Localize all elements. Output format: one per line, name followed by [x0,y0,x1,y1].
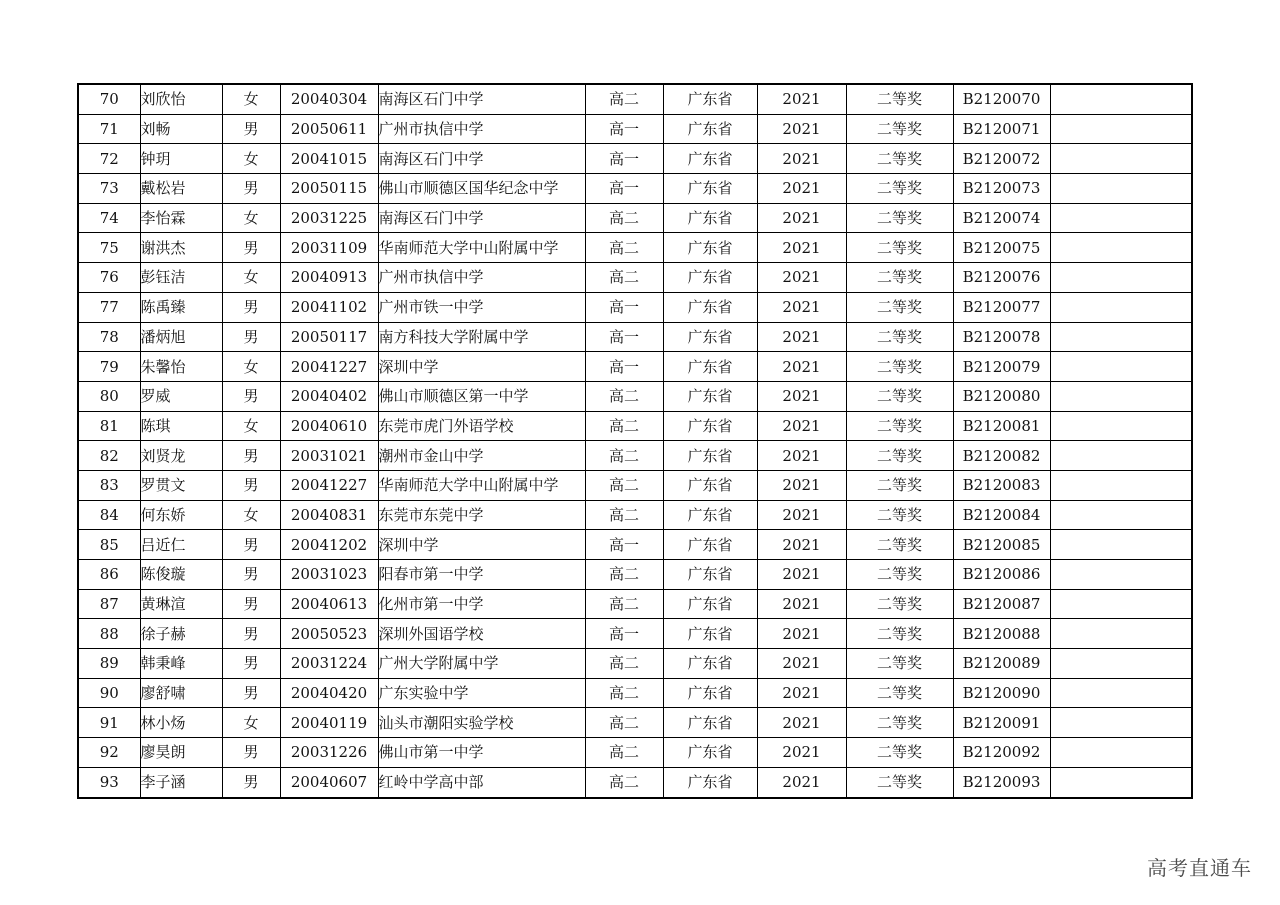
cell-certificate-number: B2120093 [953,767,1050,797]
cell-certificate-number: B2120075 [953,233,1050,263]
cell-certificate-number: B2120079 [953,352,1050,382]
table-row [78,411,1192,441]
cell-student-name: 廖昊朗 [140,738,222,768]
cell-gender: 女 [222,500,280,530]
cell-award: 二等奖 [846,589,953,619]
table-row [78,292,1192,322]
cell-award: 二等奖 [846,530,953,560]
cell-birth-date: 20050523 [280,619,378,649]
cell-year: 2021 [757,322,846,352]
watermark-logo-text: 高考直通车 [1147,856,1252,880]
cell-award: 二等奖 [846,203,953,233]
table-row [78,114,1192,144]
cell-grade: 高一 [585,144,663,174]
cell-school: 潮州市金山中学 [378,441,585,471]
cell-student-name: 陈琪 [140,411,222,441]
cell-note [1050,530,1192,560]
cell-province: 广东省 [663,263,757,293]
cell-serial-number: 76 [78,263,140,293]
table-row [78,708,1192,738]
cell-grade: 高二 [585,411,663,441]
cell-gender: 男 [222,322,280,352]
cell-student-name: 刘贤龙 [140,441,222,471]
table-row [78,678,1192,708]
cell-birth-date: 20040613 [280,589,378,619]
cell-province: 广东省 [663,649,757,679]
table-row [78,263,1192,293]
cell-note [1050,470,1192,500]
cell-province: 广东省 [663,589,757,619]
cell-award: 二等奖 [846,322,953,352]
table-row [78,649,1192,679]
cell-school: 东莞市虎门外语学校 [378,411,585,441]
cell-province: 广东省 [663,708,757,738]
table-row [78,174,1192,204]
cell-birth-date: 20040119 [280,708,378,738]
cell-birth-date: 20041202 [280,530,378,560]
cell-serial-number: 88 [78,619,140,649]
table-body [78,84,1192,798]
cell-province: 广东省 [663,292,757,322]
cell-award: 二等奖 [846,381,953,411]
cell-award: 二等奖 [846,470,953,500]
cell-serial-number: 78 [78,322,140,352]
table-row [78,530,1192,560]
cell-province: 广东省 [663,441,757,471]
cell-student-name: 彭钰洁 [140,263,222,293]
cell-serial-number: 84 [78,500,140,530]
cell-note [1050,441,1192,471]
cell-gender: 男 [222,767,280,797]
cell-award: 二等奖 [846,500,953,530]
cell-grade: 高一 [585,322,663,352]
cell-serial-number: 75 [78,233,140,263]
cell-note [1050,144,1192,174]
cell-school: 佛山市顺德区国华纪念中学 [378,174,585,204]
cell-year: 2021 [757,84,846,114]
cell-birth-date: 20040402 [280,381,378,411]
cell-school: 南方科技大学附属中学 [378,322,585,352]
cell-certificate-number: B2120083 [953,470,1050,500]
cell-gender: 女 [222,144,280,174]
cell-student-name: 戴松岩 [140,174,222,204]
cell-certificate-number: B2120074 [953,203,1050,233]
cell-province: 广东省 [663,233,757,263]
cell-student-name: 罗威 [140,381,222,411]
cell-certificate-number: B2120084 [953,500,1050,530]
cell-birth-date: 20031021 [280,441,378,471]
cell-birth-date: 20040304 [280,84,378,114]
cell-province: 广东省 [663,560,757,590]
cell-school: 阳春市第一中学 [378,560,585,590]
cell-student-name: 林小炀 [140,708,222,738]
cell-student-name: 谢洪杰 [140,233,222,263]
cell-serial-number: 87 [78,589,140,619]
cell-certificate-number: B2120081 [953,411,1050,441]
cell-note [1050,322,1192,352]
award-table [77,83,1193,799]
cell-note [1050,738,1192,768]
cell-school: 深圳外国语学校 [378,619,585,649]
cell-birth-date: 20031226 [280,738,378,768]
cell-grade: 高二 [585,381,663,411]
cell-note [1050,292,1192,322]
cell-birth-date: 20031109 [280,233,378,263]
cell-note [1050,560,1192,590]
cell-student-name: 罗贯文 [140,470,222,500]
cell-student-name: 朱馨怡 [140,352,222,382]
cell-serial-number: 72 [78,144,140,174]
cell-gender: 男 [222,619,280,649]
cell-certificate-number: B2120078 [953,322,1050,352]
cell-certificate-number: B2120071 [953,114,1050,144]
cell-grade: 高二 [585,678,663,708]
table-row [78,767,1192,797]
cell-note [1050,352,1192,382]
cell-grade: 高一 [585,352,663,382]
cell-year: 2021 [757,470,846,500]
cell-certificate-number: B2120070 [953,84,1050,114]
cell-note [1050,649,1192,679]
cell-year: 2021 [757,500,846,530]
cell-student-name: 吕近仁 [140,530,222,560]
cell-serial-number: 79 [78,352,140,382]
cell-school: 广州市执信中学 [378,114,585,144]
cell-school: 华南师范大学中山附属中学 [378,470,585,500]
cell-serial-number: 73 [78,174,140,204]
cell-grade: 高二 [585,708,663,738]
cell-grade: 高二 [585,560,663,590]
cell-award: 二等奖 [846,560,953,590]
cell-birth-date: 20040610 [280,411,378,441]
cell-year: 2021 [757,203,846,233]
cell-grade: 高一 [585,114,663,144]
cell-birth-date: 20031023 [280,560,378,590]
cell-school: 化州市第一中学 [378,589,585,619]
cell-gender: 男 [222,381,280,411]
cell-note [1050,678,1192,708]
cell-birth-date: 20041227 [280,352,378,382]
cell-school: 广州市铁一中学 [378,292,585,322]
cell-year: 2021 [757,144,846,174]
cell-student-name: 徐子赫 [140,619,222,649]
cell-note [1050,411,1192,441]
cell-province: 广东省 [663,411,757,441]
cell-gender: 男 [222,738,280,768]
cell-note [1050,114,1192,144]
cell-certificate-number: B2120087 [953,589,1050,619]
cell-award: 二等奖 [846,738,953,768]
cell-school: 广州大学附属中学 [378,649,585,679]
cell-award: 二等奖 [846,678,953,708]
cell-note [1050,619,1192,649]
cell-birth-date: 20041102 [280,292,378,322]
cell-serial-number: 71 [78,114,140,144]
table-row [78,322,1192,352]
cell-school: 南海区石门中学 [378,203,585,233]
cell-award: 二等奖 [846,174,953,204]
cell-year: 2021 [757,767,846,797]
table-row [78,441,1192,471]
cell-certificate-number: B2120090 [953,678,1050,708]
cell-certificate-number: B2120088 [953,619,1050,649]
cell-serial-number: 74 [78,203,140,233]
table-row [78,738,1192,768]
cell-gender: 女 [222,352,280,382]
cell-award: 二等奖 [846,144,953,174]
cell-award: 二等奖 [846,114,953,144]
cell-grade: 高二 [585,500,663,530]
table-row [78,144,1192,174]
cell-birth-date: 20040420 [280,678,378,708]
cell-school: 佛山市顺德区第一中学 [378,381,585,411]
cell-grade: 高二 [585,767,663,797]
cell-year: 2021 [757,560,846,590]
cell-gender: 男 [222,470,280,500]
cell-birth-date: 20041015 [280,144,378,174]
cell-gender: 男 [222,441,280,471]
table-row [78,381,1192,411]
cell-note [1050,84,1192,114]
cell-student-name: 何东娇 [140,500,222,530]
cell-student-name: 黄琳渲 [140,589,222,619]
cell-serial-number: 82 [78,441,140,471]
cell-year: 2021 [757,352,846,382]
cell-birth-date: 20040607 [280,767,378,797]
cell-school: 红岭中学高中部 [378,767,585,797]
cell-school: 汕头市潮阳实验学校 [378,708,585,738]
cell-year: 2021 [757,233,846,263]
cell-grade: 高二 [585,589,663,619]
cell-province: 广东省 [663,470,757,500]
cell-school: 南海区石门中学 [378,144,585,174]
cell-student-name: 廖舒啸 [140,678,222,708]
cell-province: 广东省 [663,322,757,352]
cell-school: 广东实验中学 [378,678,585,708]
cell-serial-number: 70 [78,84,140,114]
cell-grade: 高一 [585,619,663,649]
cell-grade: 高二 [585,203,663,233]
cell-year: 2021 [757,708,846,738]
cell-grade: 高一 [585,292,663,322]
cell-note [1050,203,1192,233]
cell-gender: 男 [222,114,280,144]
cell-province: 广东省 [663,530,757,560]
table-row [78,84,1192,114]
cell-school: 佛山市第一中学 [378,738,585,768]
cell-certificate-number: B2120091 [953,708,1050,738]
cell-year: 2021 [757,649,846,679]
cell-gender: 女 [222,84,280,114]
cell-grade: 高二 [585,84,663,114]
cell-serial-number: 93 [78,767,140,797]
cell-grade: 高二 [585,738,663,768]
cell-award: 二等奖 [846,292,953,322]
cell-serial-number: 77 [78,292,140,322]
table-row [78,619,1192,649]
cell-award: 二等奖 [846,263,953,293]
cell-gender: 男 [222,292,280,322]
cell-serial-number: 89 [78,649,140,679]
cell-note [1050,589,1192,619]
cell-province: 广东省 [663,144,757,174]
cell-year: 2021 [757,441,846,471]
cell-award: 二等奖 [846,411,953,441]
cell-award: 二等奖 [846,767,953,797]
cell-gender: 男 [222,649,280,679]
cell-award: 二等奖 [846,233,953,263]
cell-award: 二等奖 [846,649,953,679]
cell-province: 广东省 [663,174,757,204]
cell-gender: 女 [222,708,280,738]
cell-note [1050,263,1192,293]
cell-year: 2021 [757,678,846,708]
cell-student-name: 韩秉峰 [140,649,222,679]
cell-certificate-number: B2120073 [953,174,1050,204]
cell-award: 二等奖 [846,619,953,649]
cell-gender: 女 [222,263,280,293]
cell-gender: 女 [222,411,280,441]
table-row [78,589,1192,619]
cell-serial-number: 83 [78,470,140,500]
cell-birth-date: 20031225 [280,203,378,233]
table-row [78,203,1192,233]
cell-year: 2021 [757,738,846,768]
cell-certificate-number: B2120076 [953,263,1050,293]
cell-province: 广东省 [663,500,757,530]
cell-certificate-number: B2120080 [953,381,1050,411]
cell-year: 2021 [757,174,846,204]
cell-award: 二等奖 [846,441,953,471]
cell-year: 2021 [757,263,846,293]
cell-certificate-number: B2120077 [953,292,1050,322]
cell-student-name: 陈俊璇 [140,560,222,590]
cell-province: 广东省 [663,381,757,411]
cell-certificate-number: B2120092 [953,738,1050,768]
cell-grade: 高二 [585,470,663,500]
cell-year: 2021 [757,114,846,144]
cell-student-name: 李子涵 [140,767,222,797]
cell-note [1050,174,1192,204]
cell-student-name: 陈禹臻 [140,292,222,322]
cell-year: 2021 [757,530,846,560]
cell-certificate-number: B2120082 [953,441,1050,471]
cell-birth-date: 20031224 [280,649,378,679]
cell-grade: 高一 [585,530,663,560]
table-row [78,352,1192,382]
cell-birth-date: 20050611 [280,114,378,144]
cell-note [1050,500,1192,530]
cell-gender: 男 [222,589,280,619]
cell-gender: 男 [222,530,280,560]
cell-serial-number: 90 [78,678,140,708]
cell-school: 深圳中学 [378,530,585,560]
cell-school: 广州市执信中学 [378,263,585,293]
cell-student-name: 李怡霖 [140,203,222,233]
cell-note [1050,381,1192,411]
cell-award: 二等奖 [846,84,953,114]
cell-school: 南海区石门中学 [378,84,585,114]
cell-province: 广东省 [663,84,757,114]
cell-school: 华南师范大学中山附属中学 [378,233,585,263]
cell-serial-number: 85 [78,530,140,560]
cell-birth-date: 20041227 [280,470,378,500]
cell-year: 2021 [757,411,846,441]
cell-award: 二等奖 [846,352,953,382]
cell-grade: 高二 [585,233,663,263]
cell-certificate-number: B2120072 [953,144,1050,174]
table-row [78,560,1192,590]
cell-note [1050,708,1192,738]
cell-year: 2021 [757,589,846,619]
cell-certificate-number: B2120086 [953,560,1050,590]
cell-grade: 高二 [585,649,663,679]
cell-student-name: 刘欣怡 [140,84,222,114]
cell-province: 广东省 [663,619,757,649]
cell-gender: 男 [222,174,280,204]
cell-gender: 女 [222,203,280,233]
cell-gender: 男 [222,678,280,708]
cell-birth-date: 20040831 [280,500,378,530]
cell-province: 广东省 [663,352,757,382]
table-row [78,470,1192,500]
cell-serial-number: 91 [78,708,140,738]
cell-student-name: 钟玥 [140,144,222,174]
cell-province: 广东省 [663,203,757,233]
cell-province: 广东省 [663,678,757,708]
cell-birth-date: 20050115 [280,174,378,204]
cell-certificate-number: B2120089 [953,649,1050,679]
cell-grade: 高二 [585,263,663,293]
cell-serial-number: 86 [78,560,140,590]
cell-gender: 男 [222,233,280,263]
table-row [78,233,1192,263]
cell-student-name: 刘畅 [140,114,222,144]
cell-school: 东莞市东莞中学 [378,500,585,530]
cell-serial-number: 80 [78,381,140,411]
cell-province: 广东省 [663,738,757,768]
cell-grade: 高一 [585,174,663,204]
cell-gender: 男 [222,560,280,590]
cell-grade: 高二 [585,441,663,471]
cell-province: 广东省 [663,114,757,144]
cell-school: 深圳中学 [378,352,585,382]
cell-note [1050,767,1192,797]
cell-province: 广东省 [663,767,757,797]
cell-student-name: 潘炳旭 [140,322,222,352]
cell-year: 2021 [757,619,846,649]
cell-note [1050,233,1192,263]
table-row [78,500,1192,530]
cell-serial-number: 92 [78,738,140,768]
cell-year: 2021 [757,292,846,322]
cell-award: 二等奖 [846,708,953,738]
cell-birth-date: 20050117 [280,322,378,352]
cell-year: 2021 [757,381,846,411]
cell-serial-number: 81 [78,411,140,441]
cell-birth-date: 20040913 [280,263,378,293]
cell-certificate-number: B2120085 [953,530,1050,560]
